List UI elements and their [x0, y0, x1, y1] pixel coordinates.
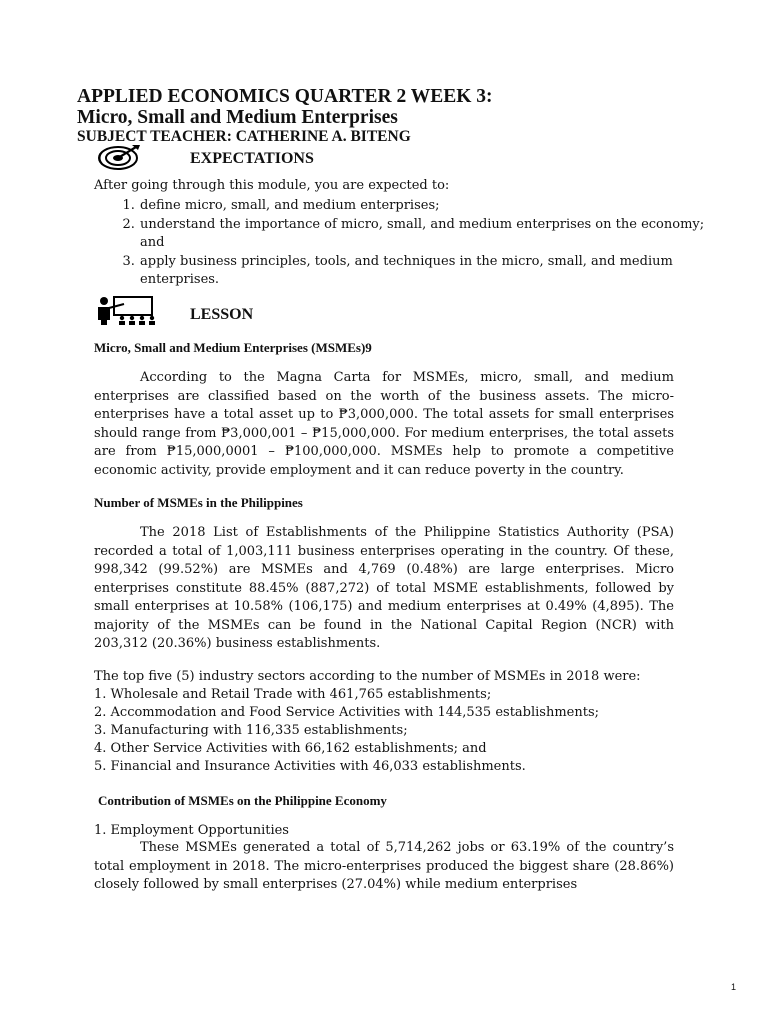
number-subheading: Number of MSMEs in the Philippines: [94, 495, 303, 510]
msme-subheading: Micro, Small and Medium Enterprises (MSMEs)9: [94, 340, 372, 355]
list-item: 3. Manufacturing with 116,335 establishments;: [94, 723, 408, 738]
subject-teacher: SUBJECT TEACHER: CATHERINE A. BITENG: [77, 128, 411, 145]
document-header: [77, 86, 697, 146]
lesson-heading: [94, 296, 614, 326]
list-item: 4. Other Service Activities with 66,162 establishments; and: [94, 741, 487, 756]
employment-paragraph: These MSMEs generated a total of 5,714,262 jobs or 63.19% of the country’s total employment in 2018. The micro-enterprises produced the biggest share (28.86%) closely followed by small enterprises (27.04%) while medium enterprises: [94, 840, 674, 892]
contribution-subheading: Contribution of MSMEs on the Philippine Economy: [98, 793, 387, 808]
document-title: APPLIED ECONOMICS QUARTER 2 WEEK 3:: [77, 86, 493, 107]
expectations-list: [94, 197, 719, 290]
list-item: 2. Accommodation and Food Service Activities with 144,535 establishments;: [94, 705, 600, 720]
list-item: 1. Wholesale and Retail Trade with 461,765 establishments;: [94, 687, 492, 702]
teacher-class-icon: [94, 296, 160, 330]
expectations-title: EXPECTATIONS: [190, 150, 314, 167]
lesson-title: LESSON: [190, 306, 254, 323]
employment-item-title: 1. Employment Opportunities: [94, 823, 289, 838]
expectations-intro: After going through this module, you are expected to:: [94, 178, 450, 193]
list-item: 2. understand the importance of micro, small, and medium enterprises on the economy; and: [139, 216, 719, 253]
page-number: 1: [731, 982, 737, 992]
number-paragraph: The 2018 List of Establishments of the Philippine Statistics Authority (PSA) recorded a total of 1,003,111 business enterprises operating in the country. Of these, 998,342 (99.52%) are MSMEs and 4,769 (0.48%) are large enterprises. Micro enterprises constitute 88.45% (887,272) of total MSME establishments, followed by small enterprises at 10.58% (106,175) and medium enterprises at 0.49% (4,895). The majority of the MSMEs can be found in the National Capital Region (NCR) with 203,312 (20.36%) business establishments.: [94, 525, 674, 651]
list-item: 3. apply business principles, tools, and techniques in the micro, small, and medium enterprises.: [139, 253, 719, 290]
target-icon: [94, 144, 142, 176]
expectations-heading: [94, 144, 614, 174]
list-item: 1. define micro, small, and medium enterprises;: [139, 197, 719, 216]
msme-paragraph: According to the Magna Carta for MSMEs, micro, small, and medium enterprises are classified based on the worth of the business assets. The micro- enterprises have a total asset up to ₱3,000,000. The total assets for small enterprises should range from ₱3,000,001 – ₱15,000,000. For medium enterprises, the total assets are from ₱15,000,0001 – ₱100,000,000. MSMEs help to promote a competitive economic activity, provide employment and it can reduce poverty in the country.: [94, 370, 674, 478]
list-item: 5. Financial and Insurance Activities with 46,033 establishments.: [94, 759, 526, 774]
top-five-intro: The top five (5) industry sectors according to the number of MSMEs in 2018 were:: [94, 669, 641, 684]
document-subtitle: Micro, Small and Medium Enterprises: [77, 107, 398, 128]
